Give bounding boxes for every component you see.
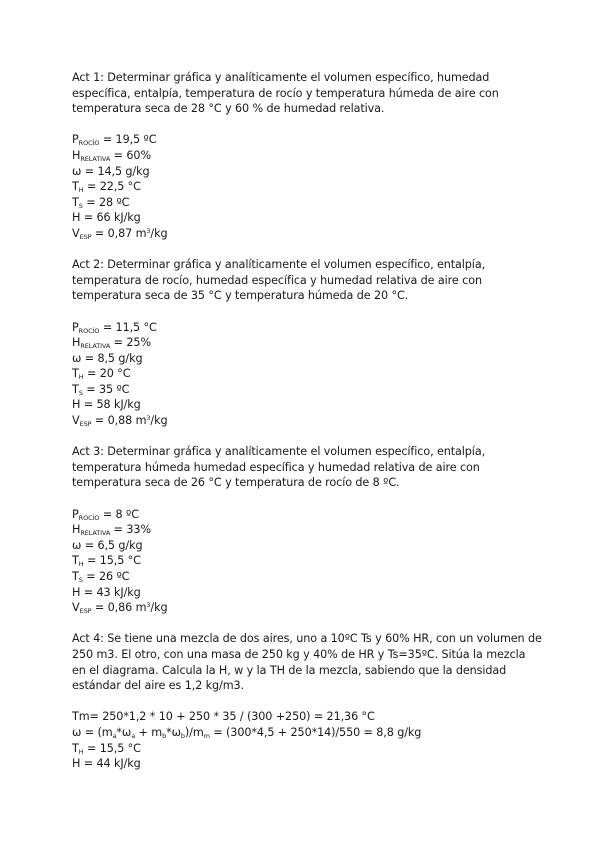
act2-h: H = 58 kJ/kg: [72, 398, 141, 412]
act1-v-esp: $V_{ESP} = 0,87$ $m^3/kg$: [72, 226, 168, 241]
act2-h-relativa: $H_{RELATIVA} = 25\%$: [72, 336, 151, 351]
act1-th: $T_H = 22,5$ °C: [72, 180, 141, 195]
act3-h: H = 43 kJ/kg: [72, 585, 141, 599]
act1-omega: ω = 14,5 g/kg: [72, 164, 150, 178]
act2-statement: Act 2: Determinar gráfica y analíticamente el volumen específico, entalpía, temperatura de rocío, humedad específica y humedad relativa de aire con temperatura seca de 35 °C y temperatura húmeda de 20 °C.: [72, 258, 486, 303]
act4-h: H = 44 kJ/kg: [72, 757, 141, 771]
act3-v-esp: $V_{ESP} = 0,86$ $m^3/kg$: [72, 601, 168, 616]
act2-omega: ω = 8,5 g/kg: [72, 351, 143, 365]
act4-statement: Act 4: Se tiene una mezcla de dos aires, uno a 10ºC Ts y 60% HR, con un volumen de 250 m3. El otro, con una masa de 250 kg y 40% de HR y Ts=35ºC. Sitúa la mezcla en el diagrama. Calcula la H, w y la TH de la mezcla, sabiendo que la densidad estándar del aire es 1,2 kg/m3.: [72, 632, 542, 693]
act2-v-esp: $V_{ESP} = 0,88$ $m^3/kg$: [72, 414, 168, 429]
document-content: [72, 70, 542, 772]
act2-ts: $T_S = 35$ ºC: [72, 382, 130, 397]
act3-th: $T_H = 15,5$ °C: [72, 554, 141, 569]
act2-p-rocio: $P_{ROCÍO} = 11,5$ °C: [72, 320, 157, 335]
act4-th: $T_H = 15,5$ °C: [72, 741, 141, 756]
act2-th: $T_H = 20$ °C: [72, 367, 131, 382]
act1-h-relativa: $H_{RELATIVA} = 60\%$: [72, 148, 151, 163]
act1-p-rocio: $P_{ROCÍO} = 19,5$ ºC: [72, 133, 157, 148]
act4-omega: $\omega = (m_a*\omega_a + m_b*\omega_b)/m_m = (300*4,5 + 250*14)/550 = 8,8$ g/kg: [72, 725, 422, 740]
act1-statement: Act 1: Determinar gráfica y analíticamente el volumen específico, humedad específica, entalpía, temperatura de rocío y temperatura húmeda de aire con temperatura seca de 28 °C y 60 % de humedad relativa.: [72, 71, 499, 116]
act3-ts: $T_S = 26$ ºC: [72, 570, 130, 584]
act3-h-relativa: $H_{RELATIVA} = 33\%$: [72, 523, 151, 538]
act3-statement: Act 3: Determinar gráfica y analíticamente el volumen específico, entalpía, temperatura húmeda humedad específica y humedad relativa de aire con temperatura seca de 26 °C y temperatura de rocío de 8 ºC.: [72, 445, 486, 490]
act1-h: H = 66 kJ/kg: [72, 211, 141, 225]
act4-tm: Tm= 250*1,2 * 10 + 250 * 35 / (300 +250) = 21,36 °C: [72, 710, 375, 724]
act3-omega: ω = 6,5 g/kg: [72, 538, 143, 552]
act1-ts: $T_S = 28$ ºC: [72, 195, 130, 210]
act3-p-rocio: $P_{ROCÍO} = 8$ ºC: [72, 507, 139, 522]
